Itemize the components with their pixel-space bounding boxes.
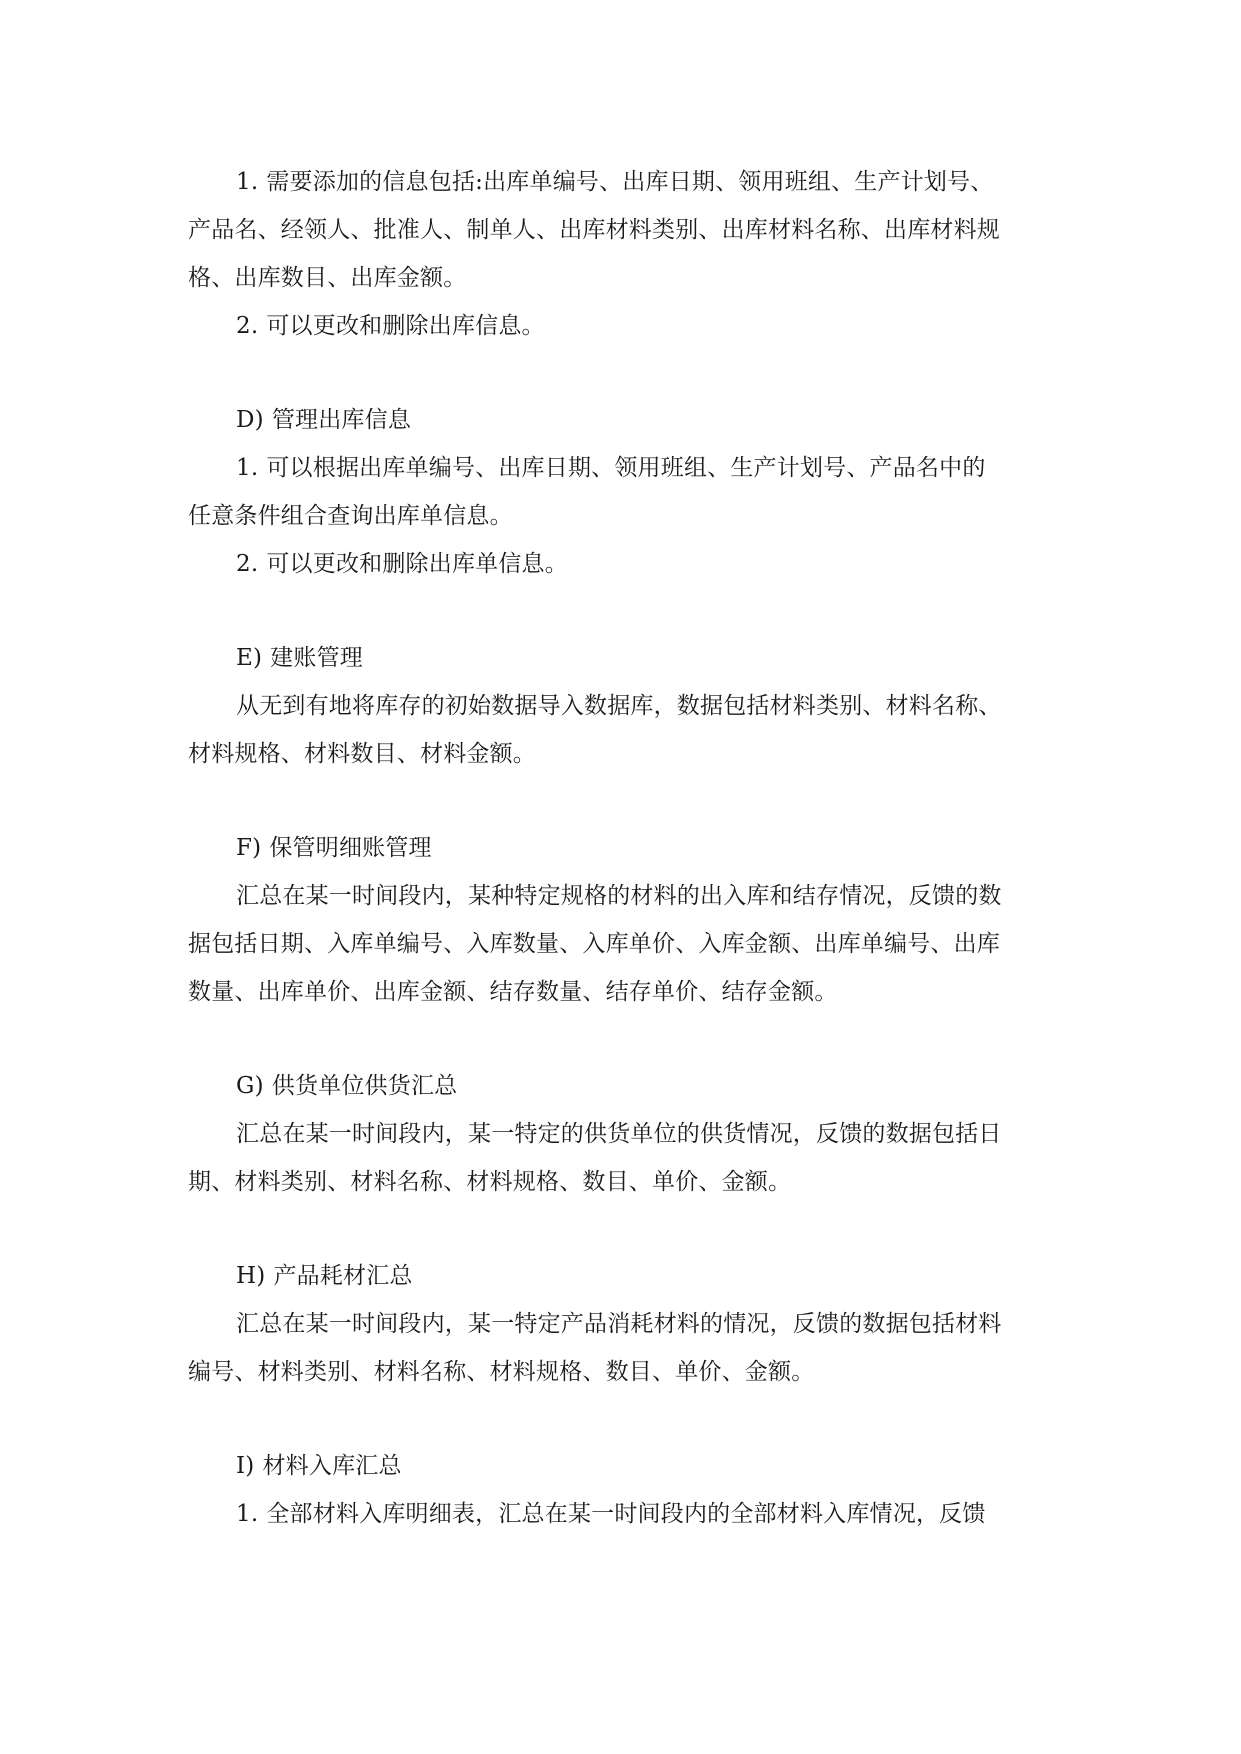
item-number: 1. bbox=[236, 455, 259, 481]
item-i1-line1 bbox=[188, 1490, 1058, 1538]
item-number: 2. bbox=[236, 551, 259, 577]
section-f-line2: 据包括日期、入库单编号、入库数量、入库单价、入库金额、出库单编号、出库 bbox=[188, 931, 1000, 957]
item-d1-line1 bbox=[188, 444, 1058, 492]
item-text: 可以根据出库单编号、出库日期、领用班组、生产计划号、产品名中的 bbox=[266, 455, 986, 481]
item-text: 可以更改和删除出库信息。 bbox=[266, 313, 545, 339]
item-c1-line3: 格、出库数目、出库金额。 bbox=[188, 265, 467, 291]
section-title: 建账管理 bbox=[270, 645, 363, 671]
section-h-line2: 编号、材料类别、材料名称、材料规格、数目、单价、金额。 bbox=[188, 1359, 815, 1385]
section-g-line1: 汇总在某一时间段内，某一特定的供货单位的供货情况，反馈的数据包括日 bbox=[236, 1121, 1002, 1147]
item-text: 全部材料入库明细表，汇总在某一时间段内的全部材料入库情况，反馈 bbox=[266, 1501, 986, 1527]
section-f-heading bbox=[188, 824, 1058, 872]
section-title: 管理出库信息 bbox=[271, 407, 412, 433]
section-h-line1: 汇总在某一时间段内，某一特定产品消耗材料的情况，反馈的数据包括材料 bbox=[236, 1311, 1002, 1337]
section-e-line1: 从无到有地将库存的初始数据导入数据库，数据包括材料类别、材料名称、 bbox=[236, 693, 1002, 719]
section-letter: I) bbox=[236, 1453, 255, 1479]
section-title: 供货单位供货汇总 bbox=[271, 1073, 458, 1099]
item-number: 2. bbox=[236, 313, 259, 339]
section-title: 产品耗材汇总 bbox=[273, 1263, 413, 1289]
item-c1-line2: 产品名、经领人、批准人、制单人、出库材料类别、出库材料名称、出库材料规 bbox=[188, 217, 1000, 243]
section-letter: H) bbox=[236, 1263, 266, 1289]
section-g-line2: 期、材料类别、材料名称、材料规格、数目、单价、金额。 bbox=[188, 1169, 792, 1195]
item-text: 需要添加的信息包括:出库单编号、出库日期、领用班组、生产计划号、 bbox=[266, 169, 994, 195]
section-letter: F) bbox=[236, 835, 262, 861]
section-i-heading bbox=[188, 1442, 1058, 1490]
section-letter: G) bbox=[236, 1073, 264, 1099]
item-text: 可以更改和删除出库单信息。 bbox=[266, 551, 568, 577]
item-c1-line1 bbox=[188, 158, 1058, 206]
section-f-line1: 汇总在某一时间段内，某种特定规格的材料的出入库和结存情况，反馈的数 bbox=[236, 883, 1002, 909]
section-letter: E) bbox=[236, 645, 263, 671]
item-d1-line2: 任意条件组合查询出库单信息。 bbox=[188, 503, 513, 529]
section-f-line3: 数量、出库单价、出库金额、结存数量、结存单价、结存金额。 bbox=[188, 979, 838, 1005]
section-g-heading bbox=[188, 1062, 1058, 1110]
item-d2-line1 bbox=[188, 540, 1058, 588]
section-e-heading bbox=[188, 634, 1058, 682]
section-d-heading bbox=[188, 396, 1058, 444]
item-c2-line1 bbox=[188, 302, 1058, 350]
document-page bbox=[188, 158, 1058, 1538]
section-h-heading bbox=[188, 1252, 1058, 1300]
section-letter: D) bbox=[236, 407, 264, 433]
section-title: 材料入库汇总 bbox=[262, 1453, 402, 1479]
section-title: 保管明细账管理 bbox=[269, 835, 432, 861]
item-number: 1. bbox=[236, 169, 259, 195]
section-e-line2: 材料规格、材料数目、材料金额。 bbox=[188, 741, 536, 767]
item-number: 1. bbox=[236, 1501, 259, 1527]
